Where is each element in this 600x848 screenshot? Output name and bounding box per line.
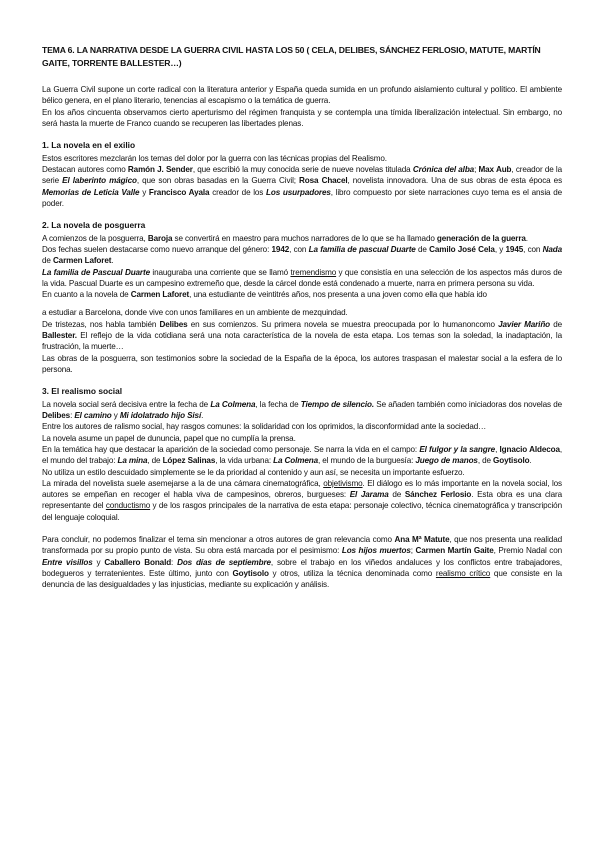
section-3-heading: 3. El realismo social — [42, 386, 123, 397]
s3-paragraph-1: La novela social será decisiva entre la fecha de La Colmena, la fecha de Tiempo de silencio. Se añaden también como iniciadoras dos novelas de Delibes: El camino y Mi idolatrado hijo Sisí. — [42, 399, 562, 421]
s3-paragraph-6: La mirada del novelista suele asemejarse a la de una cámara cinematográfica, objetivismo. El diálogo es lo más importante en la novela social, los autores se empeñan en recoger el habla viva de campesinos, obreros, burgueses: El Jarama de Sánchez Ferlosio. Esta obra es una clara representante del conductismo y de los rasgos principales de la narrativa de esta etapa: personaje colectivo, técnica cinematográfica y transcripción del lenguaje coloquial. — [42, 478, 563, 522]
document-title: TEMA 6. LA NARRATIVA DESDE LA GUERRA CIVIL HASTA LOS 50 ( CELA, DELIBES, SÁNCHEZ FERLOSIO, MATUTE, MARTÍN GAITE, TORRENTE BALLESTER…) — [42, 45, 541, 68]
s1-paragraph-1: Estos escritores mezclarán los temas del dolor por la guerra con las técnicas propias del Realismo. — [42, 153, 387, 163]
s1-paragraph-2: Destacan autores como Ramón J. Sender, que escribió la muy conocida serie de nueve novelas titulada Crónica del alba; Max Aub, creador de la serie El laberinto mágico, que son obras basadas en la Guerra Civil; Rosa Chacel, novelista innovadora. Una de sus obras de esta época es Memorias de Leticia Valle y Francisco Ayala creador de los Los usurpadores, libro compuesto por siete narraciones cuyo tema es el ansia de poder. — [42, 164, 563, 208]
document-page — [42, 44, 562, 590]
section-1-heading: 1. La novela en el exilio — [42, 140, 136, 151]
s2-paragraph-4: En cuanto a la novela de Carmen Laforet, una estudiante de veintitrés años, nos presenta a una joven como ella que había ido — [42, 290, 487, 300]
s2-paragraph-5: a estudiar a Barcelona, donde vive con unos familiares en un ambiente de mezquindad. — [42, 308, 348, 318]
s3-paragraph-3: La novela asume un papel de dununcia, papel que no cumplía la prensa. — [42, 433, 296, 443]
s3-paragraph-4: En la temática hay que destacar la aparición de la sociedad como personaje. Se narra la vida en el campo: El fulgor y la sangre, Ignacio Aldecoa, el mundo del trabajo: La mina, de López Salinas, la vida urbana: La Colmena, el mundo de la burguesía: Juego de manos, de Goytisolo. — [42, 444, 562, 466]
s2-paragraph-2: Dos fechas suelen destacarse como nuevo arranque del género: 1942, con La familia de pascual Duarte de Camilo José Cela, y 1945, con Nada de Carmen Laforet. — [42, 244, 563, 266]
section-2-heading: 2. La novela de posguerra — [42, 220, 146, 231]
s2-paragraph-3: La familia de Pascual Duarte inauguraba una corriente que se llamó tremendismo y que consistía en una selección de los aspectos más duros de la vida. Pascual Duarte es un campesino extremeño que, desde la cárcel donde está condenado a muerte, narra en primera persona su vida. — [42, 267, 562, 288]
s2-paragraph-1: A comienzos de la posguerra, Baroja se convertirá en maestro para muchos narradores de lo que se ha llamado generación de la guerra. — [42, 233, 528, 243]
s3-paragraph-2: Entre los autores de ralismo social, hay rasgos comunes: la solidaridad con los oprimidos, la disconformidad ante la sociedad… — [42, 422, 487, 432]
intro-paragraph-2: En los años cincuenta observamos cierto aperturismo del régimen franquista y se contempla una tímida liberalización intelectual. Sin embargo, no será hasta la muerte de Franco cuando se recuperen las libertades plenas. — [42, 107, 562, 128]
s3-paragraph-5: No utiliza un estilo descuidado simplemente se le da prioridad al contenido y aun así, se necesita un importante esfuerzo. — [42, 467, 465, 477]
conclusion-paragraph: Para concluir, no podemos finalizar el tema sin mencionar a otros autores de gran relevancia como Ana Mª Matute, que nos presenta una realidad transformada por su propio punto de vista. Su obra está marcada por el pesimismo: Los hijos muertos; Carmen Martín Gaite, Premio Nadal con Entre visillos y Caballero Bonald: Dos días de septiembre, sobre el trabajo en los viñedos andaluces y los conflictos entre trabajadores, bodegueros y terratenientes. Este último, junto con Goytisolo y otros, utiliza la técnica denominada como realismo crítico que consiste en la denuncia de las desigualdades y las injusticias, mediante su explicación y análisis. — [42, 535, 563, 590]
intro-paragraph-1: La Guerra Civil supone un corte radical con la literatura anterior y España queda sumida en un profundo aislamiento cultural y político. El ambiente bélico genera, en el plano literario, tenencias al escapismo o la temática de guerra. — [42, 85, 562, 106]
s2-paragraph-7: Las obras de la posguerra, son testimonios sobre la sociedad de la España de la época, los autores traspasan el malestar social a la esfera de lo persona. — [42, 353, 562, 374]
s2-paragraph-6: De tristezas, nos habla también Delibes en sus comienzos. Su primera novela se muestra preocupada por lo humanoncomo Javier Mariño de Ballester. El reflejo de la vida cotidiana será una nota característica de la novela de esta etapa. Los temas son la soledad, la inadaptación, la frustración, la muerte… — [42, 319, 563, 352]
